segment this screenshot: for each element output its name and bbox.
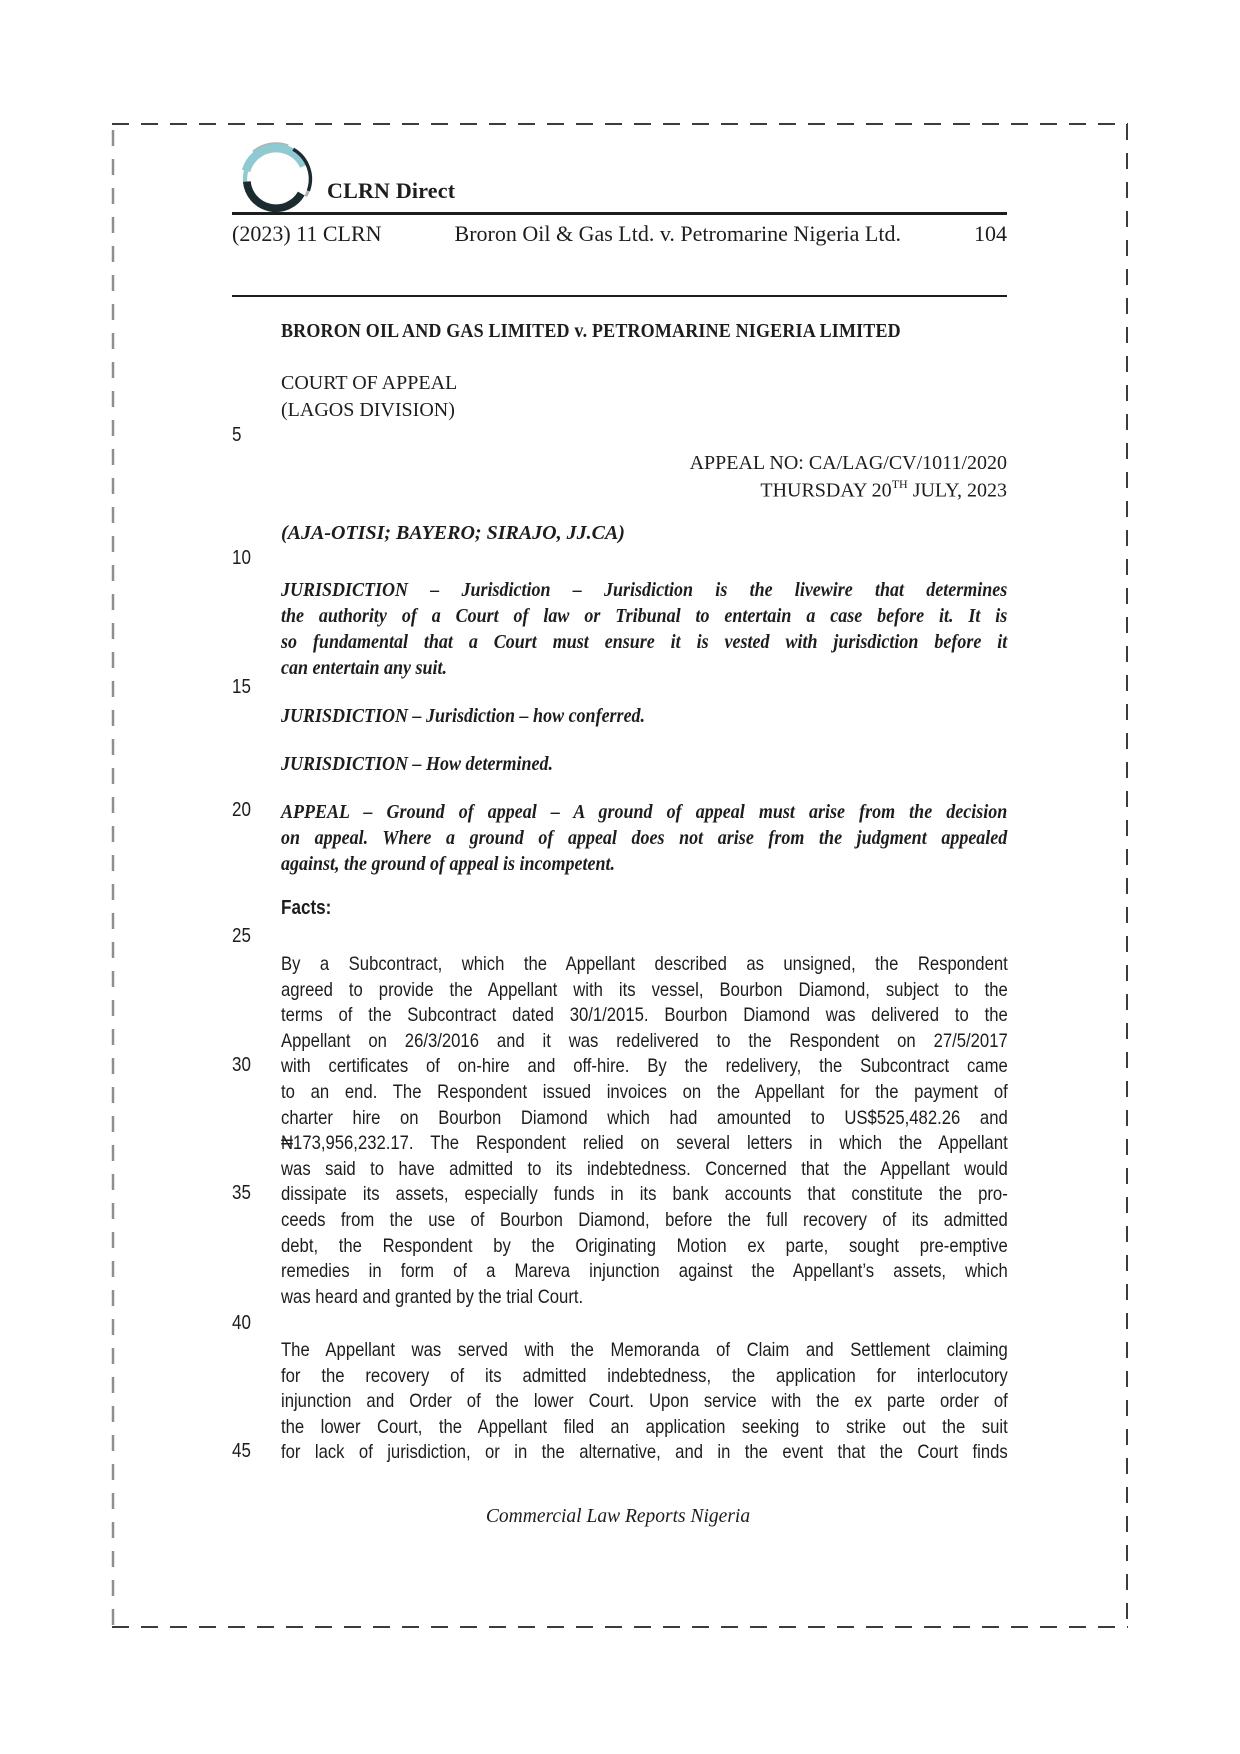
line-number-10: 10 — [232, 547, 251, 569]
text-line: against, the ground of appeal is incompetent. — [281, 853, 616, 875]
appeal-number: APPEAL NO: CA/LAG/CV/1011/2020 — [689, 452, 1007, 474]
running-header — [232, 221, 1007, 247]
text-line: JURISDICTION – How determined. — [281, 753, 554, 775]
court-division: (LAGOS DIVISION) — [281, 399, 455, 421]
headnote-jurisdiction-1 — [281, 577, 1007, 681]
text-line: APPEAL – Ground of appeal – A ground of appeal must arise from the decision — [281, 801, 1008, 823]
text-line: Appellant on 26/3/2016 and it was redelivered to the Respondent on 27/5/2017 — [281, 1029, 1008, 1052]
judges-panel: (AJA-OTISI; BAYERO; SIRAJO, JJ.CA) — [281, 522, 625, 544]
line-number-20: 20 — [232, 799, 251, 821]
footer-text: Commercial Law Reports Nigeria — [485, 1506, 751, 1527]
text-line: the authority of a Court of law or Tribunal to entertain a case before it. It is — [281, 605, 1008, 627]
text-line: charter hire on Bourbon Diamond which had amounted to US$525,482.26 and — [281, 1106, 1008, 1129]
running-title: Broron Oil & Gas Ltd. v. Petromarine Nigeria Ltd. — [454, 221, 901, 246]
divider-rule — [232, 295, 1007, 297]
court-name: COURT OF APPEAL — [281, 372, 458, 394]
text-line: terms of the Subcontract dated 30/1/2015. Bourbon Diamond was delivered to the — [281, 1004, 1008, 1027]
hearing-date-text: THURSDAY 20 — [760, 479, 892, 502]
text-line: By a Subcontract, which the Appellant described as unsigned, the Respondent — [281, 953, 1008, 975]
text-line: for lack of jurisdiction, or in the alternative, and in the event that the Court finds — [281, 1441, 1008, 1464]
line-number-15: 15 — [232, 676, 251, 698]
text-line: dissipate its assets, especially funds in its bank accounts that constitute the pro- — [281, 1183, 1008, 1206]
text-line: ceeds from the use of Bourbon Diamond, before the full recovery of its admitted — [281, 1208, 1008, 1231]
line-number-35: 35 — [232, 1182, 251, 1204]
citation: (2023) 11 CLRN — [232, 221, 382, 246]
line-number-30: 30 — [232, 1054, 251, 1076]
text-line: the lower Court, the Appellant filed an application seeking to strike out the suit — [281, 1415, 1008, 1438]
text-line: JURISDICTION – Jurisdiction – how conferred. — [281, 705, 646, 727]
hearing-date-rest: JULY, 2023 — [907, 479, 1007, 502]
text-line: remedies in form of a Mareva injunction against the Appellant’s assets, which — [281, 1260, 1008, 1283]
line-number-25: 25 — [232, 925, 251, 947]
text-line: with certificates of on-hire and off-hire. By the redelivery, the Subcontract came — [281, 1055, 1008, 1078]
text-line: to an end. The Respondent issued invoices on the Appellant for the payment of — [281, 1080, 1008, 1103]
ordinal-suffix: TH — [891, 477, 908, 491]
text-line: JURISDICTION – Jurisdiction – Jurisdiction is the livewire that determines — [281, 579, 1008, 601]
facts-heading: Facts: — [281, 897, 332, 919]
text-line: injunction and Order of the lower Court. Upon service with the ex parte order of — [281, 1390, 1008, 1413]
text-line: ₦173,956,232.17. The Respondent relied on several letters in which the Appellant — [281, 1132, 1008, 1155]
clrn-logo-icon — [233, 134, 319, 224]
headnote-jurisdiction-3 — [281, 751, 1007, 777]
case-title: BRORON OIL AND GAS LIMITED v. PETROMARINE NIGERIA LIMITED — [281, 320, 901, 342]
page-number: 104 — [973, 221, 1007, 246]
text-line: agreed to provide the Appellant with its vessel, Bourbon Diamond, subject to the — [281, 978, 1008, 1001]
brand-title: CLRN Direct — [327, 178, 456, 203]
hearing-date — [281, 478, 1007, 503]
line-number-45: 45 — [232, 1440, 251, 1462]
line-number-40: 40 — [232, 1312, 251, 1334]
text-line: The Appellant was served with the Memoranda of Claim and Settlement claiming — [281, 1339, 1008, 1361]
facts-paragraph-1 — [281, 952, 1008, 1310]
text-line: can entertain any suit. — [281, 657, 448, 679]
text-line: was heard and granted by the trial Court. — [281, 1285, 584, 1308]
line-number-5: 5 — [232, 424, 242, 446]
headnote-appeal — [281, 799, 1007, 877]
text-line: so fundamental that a Court must ensure it is vested with jurisdiction before it — [281, 631, 1008, 653]
text-line: debt, the Respondent by the Originating Motion ex parte, sought pre-emptive — [281, 1234, 1008, 1257]
facts-paragraph-2 — [281, 1338, 1008, 1466]
text-line: for the recovery of its admitted indebtedness, the application for interlocutory — [281, 1364, 1008, 1387]
text-line: was said to have admitted to its indebtedness. Concerned that the Appellant would — [281, 1157, 1008, 1180]
text-line: on appeal. Where a ground of appeal does not arise from the judgment appealed — [281, 827, 1008, 849]
header-rule — [232, 212, 1007, 215]
headnote-jurisdiction-2 — [281, 703, 1007, 729]
